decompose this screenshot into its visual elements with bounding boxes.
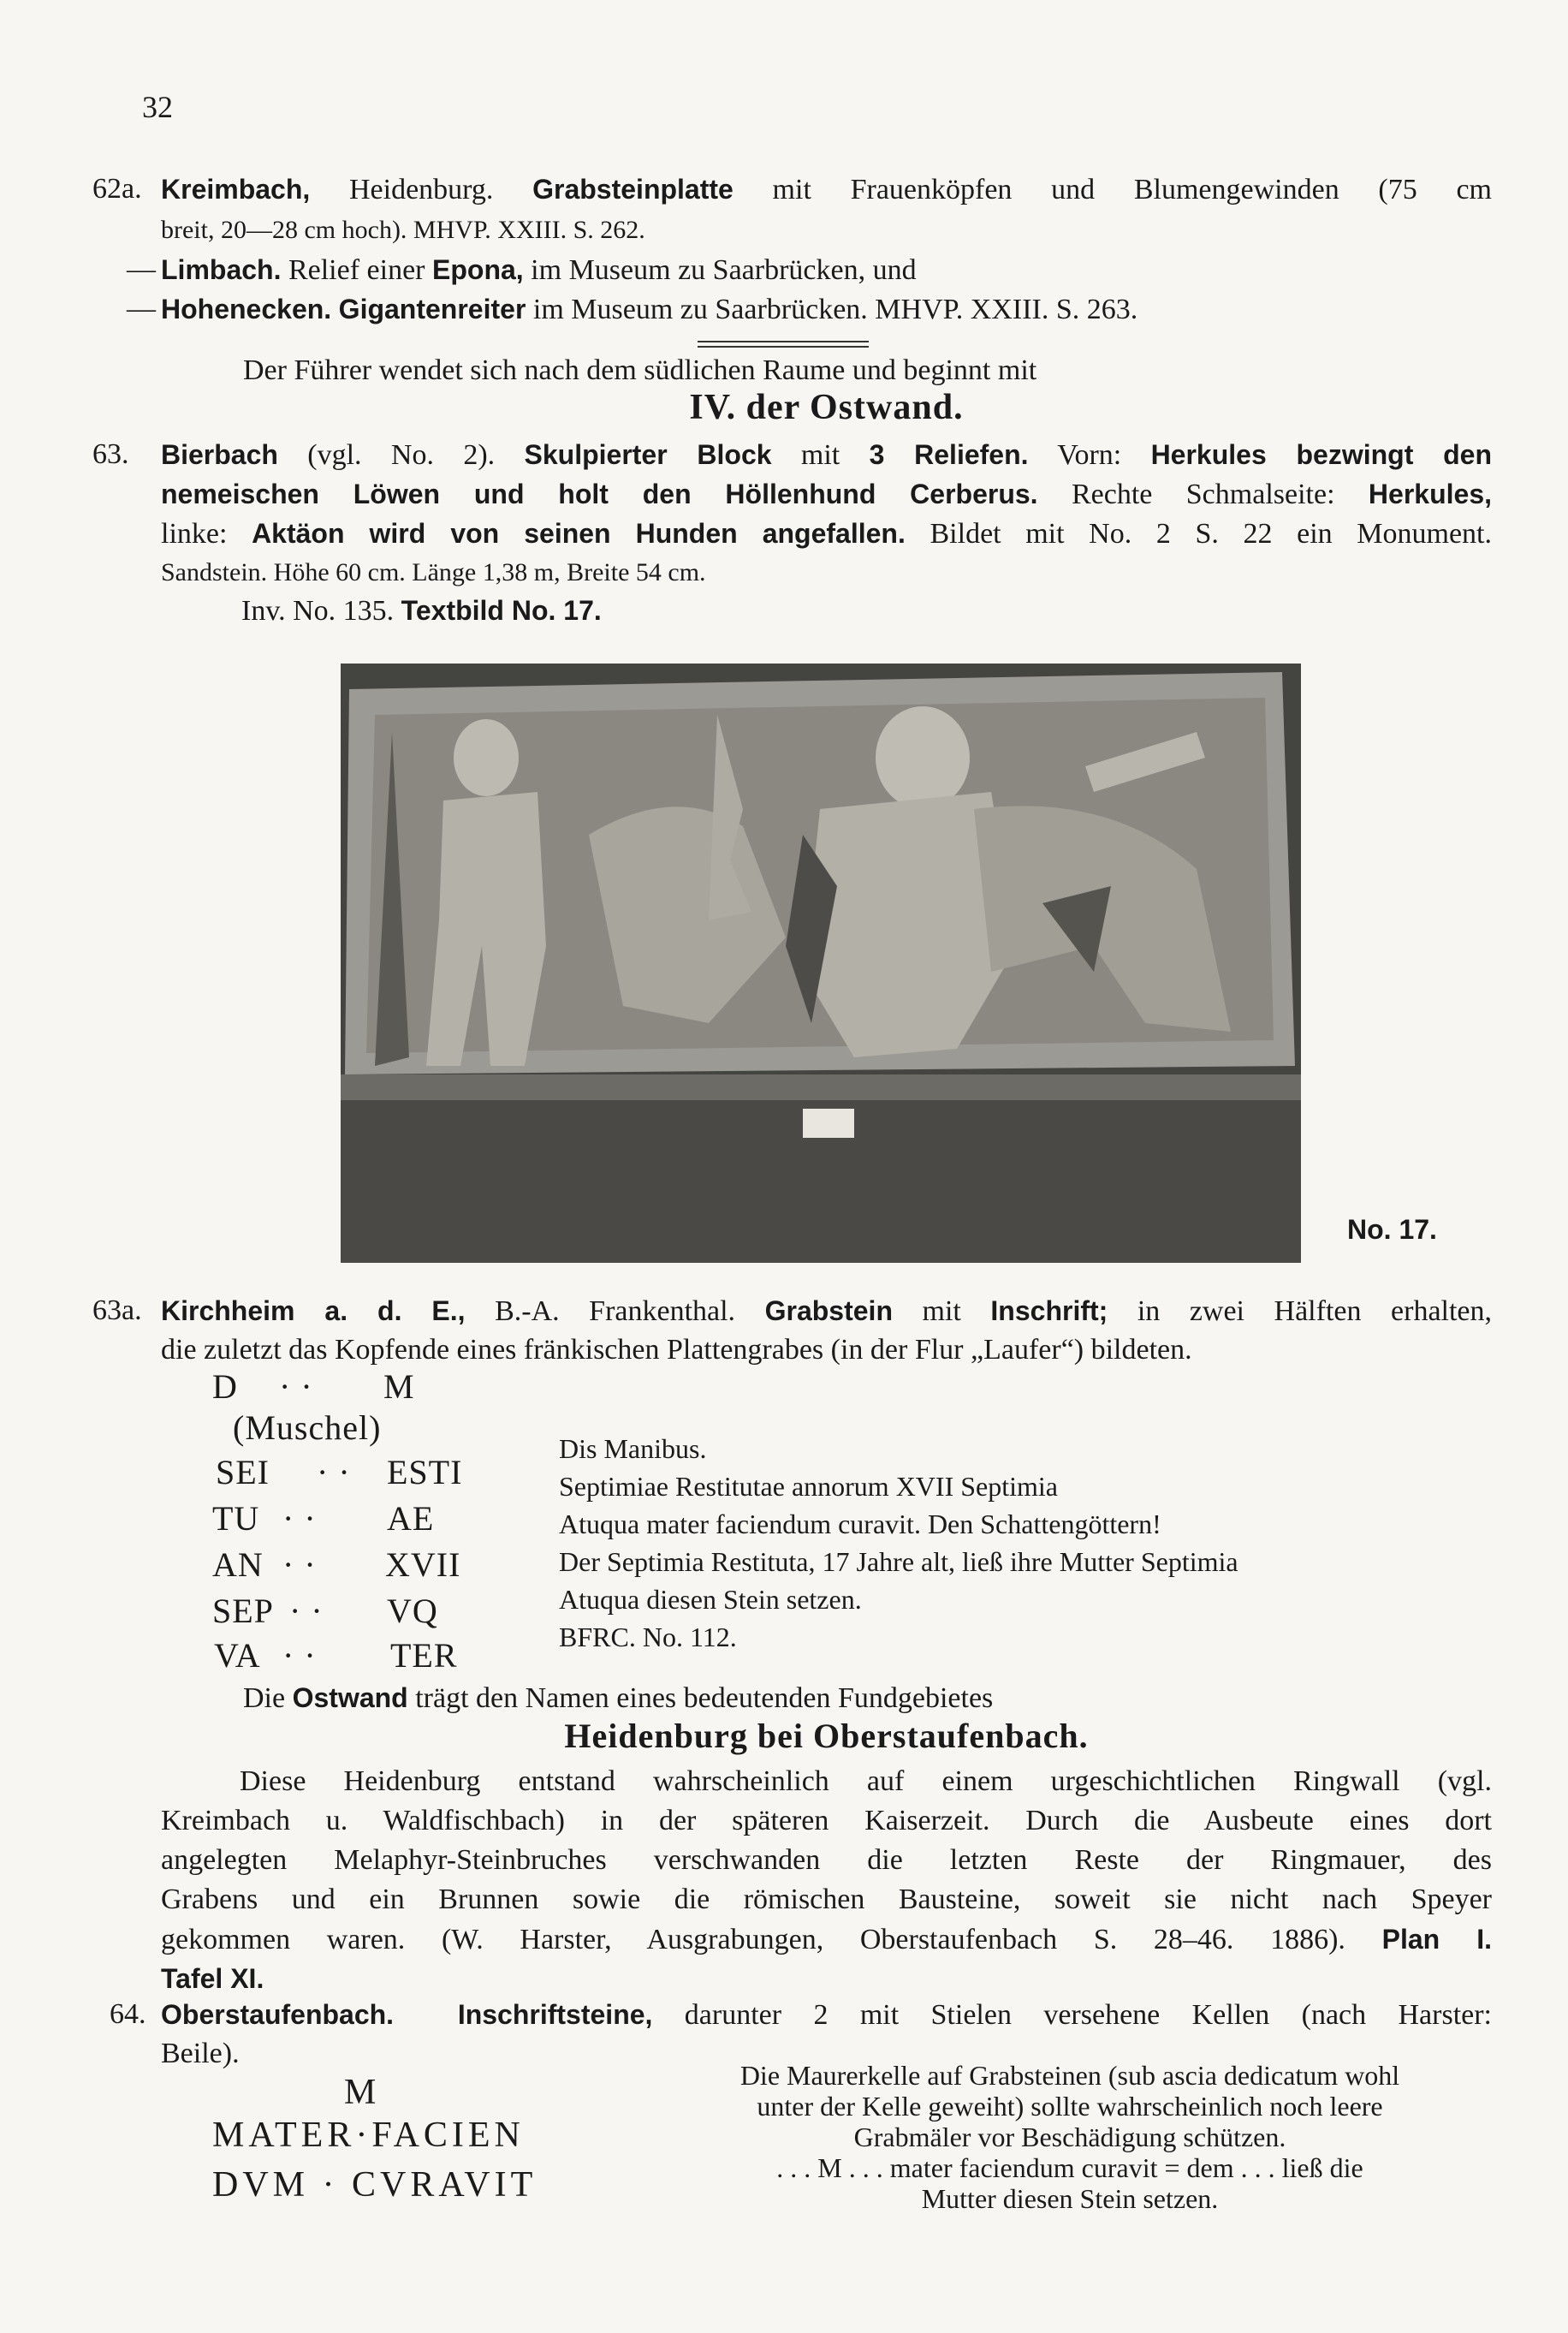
- heidenburg-line: Diese Heidenburg entstand wahrscheinlich auf einem urgeschichtlichen Ringwall (vgl.: [240, 1765, 1492, 1797]
- inscription2-line: DVM · CVRAVIT: [212, 2165, 538, 2205]
- entry-62a-line1: 62a. Kreimbach, Heidenburg. Grabsteinplatte mit Frauenköpfen und Blumengewinden (75 cm: [161, 170, 1492, 210]
- entry-63-line3: linke: Aktäon wird von seinen Hunden angefallen. Bildet mit No. 2 S. 22 ein Monument.: [161, 518, 1493, 550]
- inscription-dots: · ·: [282, 1499, 317, 1538]
- inscription-line: XVII: [385, 1545, 461, 1584]
- inscription2-line: MATER·FACIEN: [212, 2116, 525, 2155]
- guide-line: Der Führer wendet sich nach dem südlichen Raume und beginnt mit: [243, 354, 1037, 386]
- inscription-line: SEI: [216, 1453, 270, 1491]
- object-title: Inschriftsteine,: [457, 1999, 653, 2030]
- entry-63-line2: nemeischen Löwen und holt den Höllenhund Cerberus. Rechte Schmalseite: Herkules,: [161, 479, 1492, 510]
- entry-62a-line2: breit, 20—28 cm hoch). MHVP. XXIII. S. 262.: [161, 216, 645, 244]
- inscription-line: SEP: [212, 1592, 274, 1630]
- heidenburg-line: Grabens und ein Brunnen sowie die römischen Bausteine, soweit sie nicht nach Speyer: [161, 1884, 1492, 1915]
- place-name: Hohenecken.: [161, 294, 332, 324]
- place-name: Kirchheim a. d. E.,: [161, 1295, 466, 1326]
- object-title: Gigantenreiter: [338, 294, 526, 324]
- inscription-line: ESTI: [387, 1453, 463, 1491]
- figure-label: No. 17.: [1347, 1214, 1437, 1245]
- inscription-line: (Muschel): [233, 1408, 382, 1447]
- inscription-dots: · ·: [317, 1453, 351, 1491]
- heidenburg-line: gekommen waren. (W. Harster, Ausgrabungen, Oberstaufenbach S. 28–46. 1886). Plan I.: [161, 1924, 1493, 1955]
- heidenburg-heading: Heidenburg bei Oberstaufenbach.: [564, 1717, 1089, 1755]
- place-name: Kreimbach,: [161, 174, 311, 205]
- inscription-line: M: [383, 1367, 415, 1406]
- inscription-dots: · ·: [279, 1367, 313, 1406]
- tafel-ref: Tafel XI.: [161, 1963, 264, 1994]
- entry-63-line1: 63. Bierbach (vgl. No. 2). Skulpierter Block mit 3 Reliefen. Vorn: Herkules bezwingt den: [161, 435, 1492, 475]
- divider-rule: [698, 346, 869, 348]
- inscription-line: VQ: [387, 1592, 438, 1630]
- heidenburg-line: Kreimbach u. Waldfischbach) in der späteren Kaiserzeit. Durch die Ausbeute eines dort: [161, 1805, 1492, 1836]
- entry-64-line1: 64. Oberstaufenbach. Inschriftsteine, darunter 2 mit Stielen versehene Kellen (nach Harster:: [161, 1995, 1492, 2035]
- place-name: Oberstaufenbach.: [161, 1999, 395, 2030]
- inscription-dots: · ·: [282, 1636, 317, 1675]
- inscription-line: VA: [214, 1636, 261, 1675]
- entry-number: 63a.: [92, 1294, 142, 1326]
- entry-63a-line2: die zuletzt das Kopfende eines fränkischen Plattengrabes (in der Flur „Laufer“) bildeten.: [161, 1334, 1192, 1366]
- entry-number: 63.: [92, 438, 129, 470]
- heidenburg-line: angelegten Melaphyr-Steinbruches verschwanden die letzten Reste der Ringmauer, des: [161, 1844, 1492, 1876]
- object-title: Epona,: [432, 254, 524, 285]
- place-name: Limbach.: [161, 254, 282, 285]
- entry-limbach: — Limbach. Relief einer Epona, im Museum zu Saarbrücken, und: [127, 253, 917, 286]
- relief-photograph: [341, 664, 1301, 1263]
- entry-number: 64.: [110, 1998, 146, 2030]
- object-title: Grabsteinplatte: [532, 174, 734, 205]
- section-heading: IV. der Ostwand.: [689, 388, 964, 427]
- inscription-line: D: [212, 1367, 238, 1406]
- translation-1: Dis Manibus. Septimiae Restitutae annorum XVII Septimia Atuqua mater faciendum curavit. Den Schattengöttern! Der Septimia Restituta, 17 Jahre alt, ließ ihre Mutter Septimia Atuqua diesen Stein setzen. BFRC. No. 112.: [559, 1433, 1238, 1652]
- inscription-dots: · ·: [282, 1545, 317, 1584]
- divider-rule: [698, 341, 869, 342]
- entry-64-line2: Beile).: [161, 2038, 240, 2069]
- ostwand-line: Die Ostwand trägt den Namen eines bedeutenden Fundgebietes: [243, 1682, 994, 1714]
- entry-hohenecken: — Hohenecken. Gigantenreiter im Museum zu Saarbrücken. MHVP. XXIII. S. 263.: [127, 293, 1138, 325]
- inscription2-line: M: [344, 2073, 381, 2112]
- inscription-dots: · ·: [289, 1592, 324, 1630]
- inscription-line: AE: [387, 1499, 435, 1538]
- entry-63-line4: Sandstein. Höhe 60 cm. Länge 1,38 m, Breite 54 cm.: [161, 558, 706, 586]
- inscription-line: TU: [212, 1499, 260, 1538]
- page-number: 32: [142, 90, 173, 124]
- place-name: Bierbach: [161, 439, 278, 470]
- entry-number: 62a.: [92, 173, 142, 205]
- inscription-line: AN: [212, 1545, 264, 1584]
- translation-2: Die Maurerkelle auf Grabsteinen (sub ascia dedicatum wohl unter der Kelle geweiht) sollte wahrscheinlich noch leere Grabmäler vor Beschädigung schützen. . . . M . . . mater faciendum curavit = dem . . . ließ die Mutter diesen Stein setzen.: [739, 2060, 1400, 2214]
- entry-63a-line1: 63a. Kirchheim a. d. E., B.-A. Frankenthal. Grabstein mit Inschrift; in zwei Hälften erhalten,: [161, 1291, 1492, 1331]
- entry-63-line5: Inv. No. 135. Textbild No. 17.: [241, 595, 602, 627]
- inscription-line: TER: [390, 1636, 458, 1675]
